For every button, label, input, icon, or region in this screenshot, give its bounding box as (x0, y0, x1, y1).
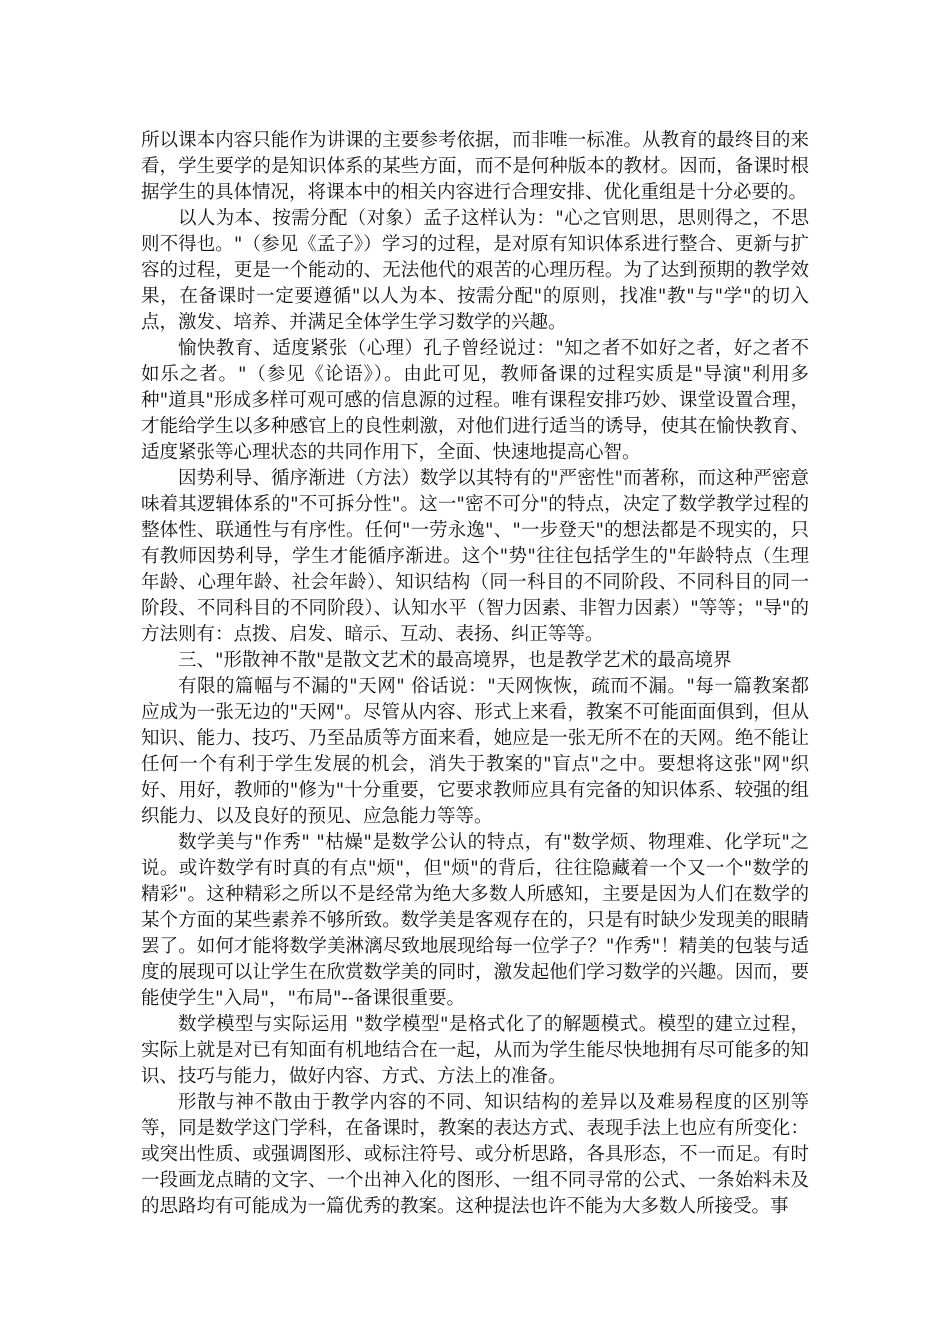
paragraph-people-oriented: 以人为本、按需分配（对象）孟子这样认为："心之官则思，思则得之，不思则不得也。"（参见《孟子》）学习的过程，是对原有知识体系进行整合、更新与扩容的过程，更是一个能动的、无法他代的艰苦的心理历程。为了达到预期的教学效果，在备课时一定要遵循"以人为本、按需分配"的原则，找准"教"与"学"的切入点，激发、培养、并满足全体学生学习数学的兴趣。 (141, 208, 809, 333)
paragraph-heaven-net: 有限的篇幅与不漏的"天网" 俗话说："天网恢恢，疏而不漏。"每一篇教案都应成为一张无边的"天网"。尽管从内容、形式上来看，教案不可能面面俱到，但从知识、能力、技巧、乃至品质等方面来看，她应是一张无所不在的天网。绝不能让任何一个有利于学生发展的机会，消失于教案的"盲点"之中。要想将这张"网"织好、用好，教师的"修为"十分重要，它要求教师应具有完备的知识体系、较强的组织能力、以及良好的预见、应急能力等等。 (141, 676, 809, 827)
paragraph-happy-education: 愉快教育、适度紧张（心理）孔子曾经说过："知之者不如好之者，好之者不如乐之者。"（参见《论语》）。由此可见，教师备课的过程实质是"导演"利用多种"道具"形成多样可观可感的信息源的过程。唯有课程安排巧妙、课堂设置合理，才能给学生以多种感官上的良性刺激，对他们进行适当的诱导，使其在愉快教育、适度紧张等心理状态的共同作用下，全面、快速地提高心智。 (141, 338, 809, 463)
paragraph-math-model: 数学模型与实际运用 "数学模型"是格式化了的解题模式。模型的建立过程，实际上就是对已有知面有机地结合在一起，从而为学生能尽快地拥有尽可能多的知识、技巧与能力，做好内容、方式、方法上的准备。 (141, 1014, 809, 1087)
section-heading-three: 三、"形散神不散"是散文艺术的最高境界，也是教学艺术的最高境界 (178, 650, 732, 671)
paragraph-guidance-method: 因势利导、循序渐进（方法）数学以其特有的"严密性"而著称，而这种严密意味着其逻辑体系的"不可拆分性"。这一"密不可分"的特点，决定了数学教学过程的整体性、联通性与有序性。任何"一劳永逸"、"一步登天"的想法都是不现实的，只有教师因势利导，学生才能循序渐进。这个"势"往往包括学生的"年龄特点（生理年龄、心理年龄、社会年龄）、知识结构（同一科目的不同阶段、不同科目的同一阶段、不同科目的不同阶段）、认知水平（智力因素、非智力因素）"等等；"导"的方法则有：点拨、启发、暗示、互动、表扬、纠正等等。 (141, 468, 809, 645)
document-body (141, 128, 809, 1220)
paragraph-math-beauty: 数学美与"作秀" "枯燥"是数学公认的特点，有"数学烦、物理难、化学玩"之说。或许数学有时真的有点"烦"，但"烦"的背后，往往隐藏着一个又一个"数学的精彩"。这种精彩之所以不是经常为绝大多数人所感知，主要是因为人们在数学的某个方面的某些素养不够所致。数学美是客观存在的，只是有时缺少发现美的眼睛罢了。如何才能将数学美淋漓尽致地展现给每一位学子？"作秀"！精美的包装与适度的展现可以让学生在欣赏数学美的同时，激发起他们学习数学的兴趣。因而，要能使学生"入局"，"布局"--备课很重要。 (141, 832, 809, 1009)
paragraph-course-content: 所以课本内容只能作为讲课的主要参考依据，而非唯一标准。从教育的最终目的来看，学生要学的是知识体系的某些方面，而不是何种版本的教材。因而，备课时根据学生的具体情况，将课本中的相关内容进行合理安排、优化重组是十分必要的。 (141, 130, 809, 203)
paragraph-form-and-spirit: 形散与神不散由于教学内容的不同、知识结构的差异以及难易程度的区别等等，同是数学这门学科，在备课时，教案的表达方式、表现手法上也应有所变化：或突出性质、或强调图形、或标注符号、或分析思路，各具形态，不一而足。有时一段画龙点睛的文字、一个出神入化的图形、一组不同寻常的公式、一条始料未及的思路均有可能成为一篇优秀的教案。这种提法也许不能为大多数人所接受。事 (141, 1092, 809, 1217)
